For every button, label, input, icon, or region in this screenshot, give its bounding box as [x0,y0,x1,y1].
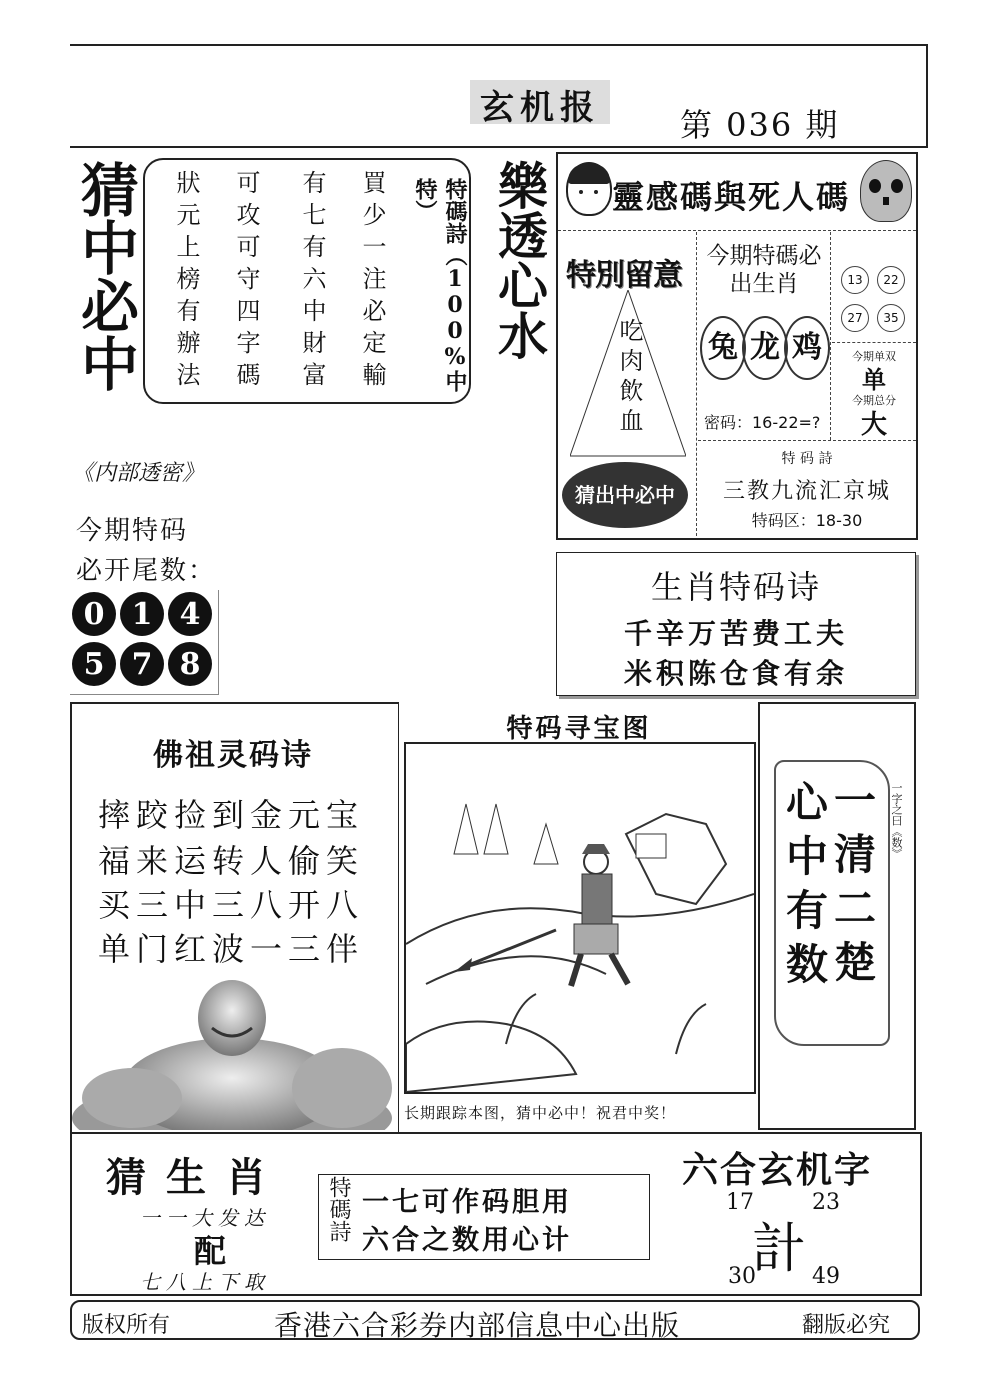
liuhe-mystery-title: 六合玄机字 [682,1149,873,1191]
buddha-line-4: 单门红波一三伴 [98,930,365,968]
buddha-line-2: 福来运转人偷笑 [98,842,365,880]
ghost-box-title: 靈感碼與死人碼 [612,178,851,216]
zodiac-animal-2: 龙 [742,316,788,380]
header-title: 玄机报 [470,80,610,124]
buddha-statue-image [72,978,394,1130]
odd-even-label: 今期单双 [852,350,896,363]
total-label: 今期总分 [852,394,896,407]
guess-zodiac-line1: 一一大发达 [140,1206,270,1230]
treasure-map-image [406,744,754,1092]
right-banner: 樂透心水 [490,160,549,360]
left-banner: 猜中必中 [71,160,139,392]
tail-digit-2: 1 [120,592,164,636]
buddha-poem-title: 佛祖灵码诗 [153,738,313,773]
footer-center: 香港六合彩券内部信息中心出版 [274,1309,681,1342]
ghost-divider-h3 [832,342,916,343]
treasure-map-title: 特码寻宝图 [506,714,652,744]
special-range: 特码区：18-30 [751,511,863,530]
number-1: 13 [841,266,869,294]
guess-zodiac-line2: 七八上下取 [140,1270,270,1294]
issue-number: 第 036 期 [680,106,840,144]
guess-zodiac-title: 猜生肖 [106,1154,286,1201]
odd-even-value: 单 [862,365,886,394]
tail-digit-4: 5 [72,642,116,686]
guess-zodiac-pei: 配 [194,1232,227,1270]
girl-face-icon [566,162,612,216]
tail-digit-1: 0 [72,592,116,636]
total-value: 大 [860,410,887,440]
tail-digit-3: 4 [168,592,212,636]
zodiac-animal-1: 兔 [700,316,746,380]
code-poem-line2: 六合之数用心计 [362,1225,572,1256]
inner-secret-line2: 必开尾数： [76,556,217,586]
buddha-line-3: 买三中三八开八 [98,886,365,924]
poem-column-2: 可攻可守四字碼 [232,170,260,394]
special-poem-text: 三教九流汇京城 [722,479,891,504]
number-4: 35 [877,304,905,332]
buddha-line-1: 摔跤捡到金元宝 [98,796,365,834]
zodiac-animal-3: 鸡 [784,316,830,380]
triangle-text: 吃肉飲血 [615,318,643,438]
liuhe-number-3: 30 [728,1264,756,1289]
special-notice: 特別留意 [566,258,682,293]
code-poem-line1: 一七可作码胆用 [362,1187,572,1218]
footer-right: 翻版必究 [802,1313,891,1338]
zodiac-poem-title: 生肖特码诗 [650,568,821,606]
scroll-right-column: 一清二楚 [828,778,877,994]
number-3: 27 [841,304,869,332]
poem-column-4: 買少一注必定輸 [358,170,386,394]
password-text: 密码：16-22=? [704,413,821,432]
liuhe-number-1: 17 [726,1190,754,1215]
poem-column-1: 狀元上榜有辦法 [172,170,200,394]
ghost-divider-h [558,230,916,231]
ghost-divider-v1 [696,232,697,536]
zodiac-prompt: 今期特碼必出生肖 [706,243,822,297]
inner-secret-line1: 今期特码 [76,516,189,546]
liuhe-center-char: 計 [752,1217,806,1280]
poem-side-label: 特碼詩（100%中特） [412,178,468,392]
scroll-left-column: 心中有数 [780,780,829,996]
scroll-side-note: 一字之曰《数》 [890,782,903,859]
inner-secret-title: 《内部透密》 [72,461,205,486]
tail-digit-5: 7 [120,642,164,686]
liuhe-number-4: 49 [812,1264,840,1289]
skull-icon [860,160,912,222]
guess-oval: 猜出中必中 [562,462,688,528]
ghost-divider-v2 [830,232,831,440]
code-poem-side: 特碼詩 [326,1176,351,1242]
special-poem-label: 特 码 詩 [781,451,833,467]
tail-digit-6: 8 [168,642,212,686]
liuhe-number-2: 23 [812,1190,840,1215]
zodiac-poem-line1: 千辛万苦费工夫 [623,617,848,650]
zodiac-poem-line2: 米积陈仓食有余 [623,657,848,690]
number-2: 22 [877,266,905,294]
poem-column-3: 有七有六中財富 [298,170,326,394]
footer-left: 版权所有 [82,1313,171,1338]
treasure-map-caption: 长期跟踪本图，猜中必中！祝君中奖！ [404,1104,677,1122]
